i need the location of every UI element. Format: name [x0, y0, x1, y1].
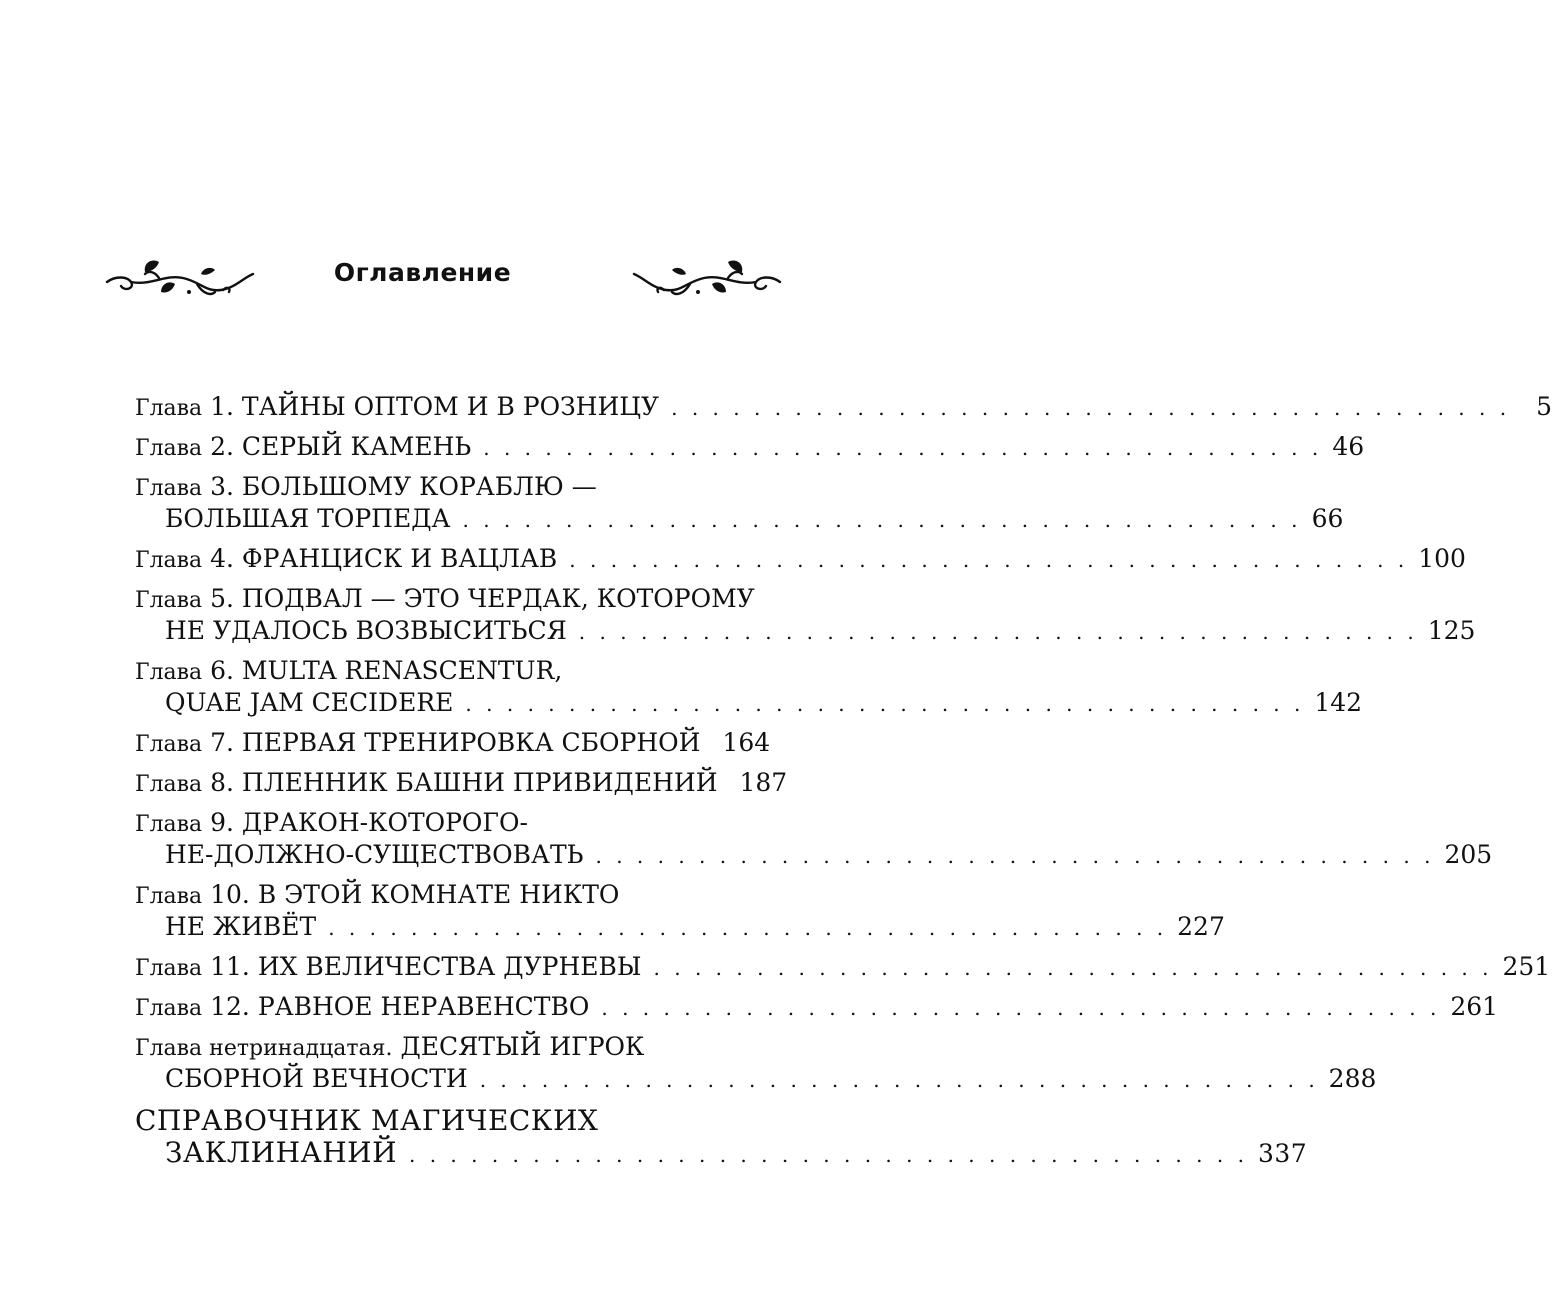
- toc-entry[interactable]: [135, 1032, 1377, 1096]
- chapter-title: 6. MULTA RENASCENTUR,: [210, 656, 563, 685]
- chapter-title: ДЕСЯТЫЙ ИГРОК: [400, 1032, 645, 1061]
- chapter-title: 9. ДРАКОН-КОТОРОГО-: [210, 808, 528, 837]
- toc-entry[interactable]: [135, 472, 1344, 536]
- dot-leader: . . . . . . . . . . . . . . . . . . . . . . . . . . . . . . . . . . . . . . . . .: [569, 548, 1409, 572]
- chapter-title: 12. РАВНОЕ НЕРАВЕНСТВО: [210, 992, 590, 1021]
- page-number: 66: [1311, 504, 1344, 533]
- chapter-prefix: Глава: [135, 772, 203, 797]
- toc-entry[interactable]: [135, 952, 1551, 984]
- chapter-title: 7. ПЕРВАЯ ТРЕНИРОВКА СБОРНОЙ: [210, 728, 701, 757]
- page-number: 261: [1450, 992, 1499, 1021]
- toc-entry[interactable]: [135, 808, 1493, 872]
- chapter-prefix: Глава: [135, 956, 203, 981]
- chapter-prefix: Глава: [135, 884, 203, 909]
- chapter-prefix: Глава: [135, 732, 203, 757]
- dot-leader: . . . . . . . . . . . . . . . . . . . . . . . . . . . . . . . . . . . . . . . . .: [479, 1068, 1319, 1092]
- page-number: 164: [722, 728, 771, 757]
- dot-leader: . . . . . . . . . . . . . . . . . . . . . . . . . . . . . . . . . . . . . . . . .: [595, 844, 1435, 868]
- toc-entry[interactable]: [135, 584, 1476, 648]
- toc-entry[interactable]: [135, 656, 1363, 720]
- page-number: 227: [1177, 912, 1225, 941]
- toc-entry[interactable]: [135, 392, 1552, 424]
- page-number: 187: [739, 768, 788, 797]
- chapter-title: 1. ТАЙНЫ ОПТОМ И В РОЗНИЦУ: [210, 392, 660, 421]
- toc-entry[interactable]: [135, 880, 1225, 944]
- toc-entry-appendix[interactable]: [135, 1104, 1308, 1169]
- page-number: 205: [1444, 840, 1493, 869]
- page-number: 5: [1536, 392, 1552, 421]
- dot-leader: . . . . . . . . . . . . . . . . . . . . . . . . . . . . . . . . . . . . . . . . .: [601, 996, 1441, 1020]
- page-number: 288: [1328, 1064, 1377, 1093]
- chapter-prefix: Глава: [135, 660, 203, 685]
- chapter-title-continued: НЕ ЖИВЁТ: [165, 912, 317, 941]
- appendix-title-continued: ЗАКЛИНАНИЙ: [165, 1136, 397, 1169]
- page-number: 142: [1314, 688, 1363, 717]
- chapter-title: 3. БОЛЬШОМУ КОРАБЛЮ —: [210, 472, 597, 501]
- page-number: 337: [1257, 1139, 1308, 1168]
- chapter-prefix: Глава: [135, 996, 203, 1021]
- dot-leader: . . . . . . . . . . . . . . . . . . . . . . . . . . . . . . . . . . . . . . . . .: [328, 916, 1168, 940]
- toc-entry[interactable]: [135, 432, 1365, 464]
- toc-entry[interactable]: [135, 544, 1466, 576]
- chapter-prefix: Глава: [135, 588, 203, 613]
- chapter-prefix: Глава: [135, 396, 203, 421]
- chapter-title: 4. ФРАНЦИСК И ВАЦЛАВ: [210, 544, 558, 573]
- chapter-title: 5. ПОДВАЛ — ЭТО ЧЕРДАК, КОТОРОМУ: [210, 584, 755, 613]
- chapter-title: 8. ПЛЕННИК БАШНИ ПРИВИДЕНИЙ: [210, 768, 718, 797]
- toc-entry[interactable]: [135, 992, 1499, 1024]
- toc-entry[interactable]: [135, 768, 788, 800]
- dot-leader: . . . . . . . . . . . . . . . . . . . . . . . . . . . . . . . . . . . . . . . . .: [578, 620, 1418, 644]
- chapter-prefix: Глава: [135, 812, 203, 837]
- dot-leader: . . . . . . . . . . . . . . . . . . . . . . . . . . . . . . . . . . . . . . . . .: [671, 396, 1511, 420]
- page-number: 100: [1418, 544, 1466, 573]
- chapter-title: 11. ИХ ВЕЛИЧЕСТВА ДУРНЕВЫ: [210, 952, 642, 981]
- chapter-prefix: Глава: [135, 476, 203, 501]
- table-of-contents: [135, 392, 1552, 1176]
- flourish-vine-icon: [632, 252, 782, 312]
- chapter-prefix: Глава нетринадцатая.: [135, 1036, 393, 1061]
- chapter-prefix: Глава: [135, 548, 203, 573]
- chapter-title-continued: СБОРНОЙ ВЕЧНОСТИ: [165, 1064, 468, 1093]
- chapter-title-continued: НЕ УДАЛОСЬ ВОЗВЫСИТЬСЯ: [165, 616, 567, 645]
- toc-entry[interactable]: [135, 728, 771, 760]
- appendix-title: СПРАВОЧНИК МАГИЧЕСКИХ: [135, 1104, 599, 1137]
- toc-heading: Оглавление: [333, 258, 512, 287]
- dot-leader: . . . . . . . . . . . . . . . . . . . . . . . . . . . . . . . . . . . . . . . . .: [483, 436, 1323, 460]
- page-number: 46: [1332, 432, 1365, 461]
- page-number: 251: [1502, 952, 1551, 981]
- chapter-title-continued: QUAE JAM CECIDERE: [165, 688, 454, 717]
- chapter-title: 2. СЕРЫЙ КАМЕНЬ: [210, 432, 472, 461]
- chapter-prefix: Глава: [135, 436, 203, 461]
- chapter-title-continued: БОЛЬШАЯ ТОРПЕДА: [165, 504, 451, 533]
- chapter-title-continued: НЕ-ДОЛЖНО-СУЩЕСТВОВАТЬ: [165, 840, 584, 869]
- dot-leader: . . . . . . . . . . . . . . . . . . . . . . . . . . . . . . . . . . . . . . . . .: [408, 1143, 1248, 1167]
- chapter-title: 10. В ЭТОЙ КОМНАТЕ НИКТО: [210, 880, 620, 909]
- dot-leader: . . . . . . . . . . . . . . . . . . . . . . . . . . . . . . . . . . . . . . . . .: [462, 508, 1302, 532]
- dot-leader: . . . . . . . . . . . . . . . . . . . . . . . . . . . . . . . . . . . . . . . . .: [653, 956, 1493, 980]
- page-number: 125: [1427, 616, 1476, 645]
- dot-leader: . . . . . . . . . . . . . . . . . . . . . . . . . . . . . . . . . . . . . . . . .: [465, 692, 1305, 716]
